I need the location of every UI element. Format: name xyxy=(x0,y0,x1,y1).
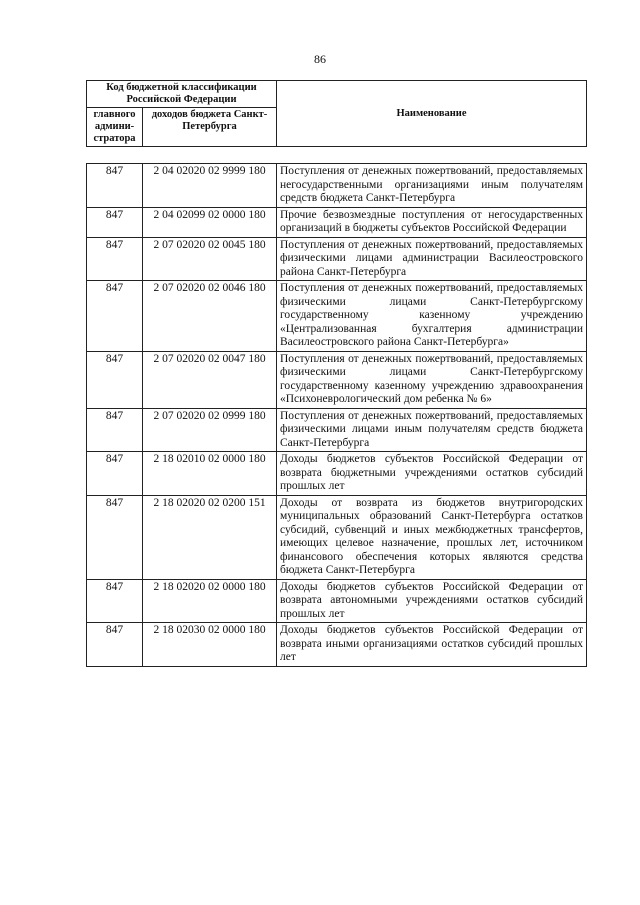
admin-column-header: главного админи-стратора xyxy=(87,108,143,147)
income-code-cell: 2 18 02010 02 0000 180 xyxy=(143,452,277,496)
income-code-cell: 2 04 02020 02 9999 180 xyxy=(143,164,277,208)
income-code-cell: 2 07 02020 02 0046 180 xyxy=(143,281,277,352)
income-code-cell: 2 18 02020 02 0000 180 xyxy=(143,579,277,623)
income-code-cell: 2 04 02099 02 0000 180 xyxy=(143,207,277,237)
name-cell: Поступления от денежных пожертвований, предоставляемых негосударственными организациями иным получателям средств бюджета Санкт-Петербурга xyxy=(277,164,587,208)
table-row xyxy=(87,281,587,352)
budget-code-table xyxy=(86,163,587,667)
admin-code-cell: 847 xyxy=(87,579,143,623)
table-row xyxy=(87,452,587,496)
income-code-cell: 2 07 02020 02 0047 180 xyxy=(143,351,277,408)
name-cell: Доходы от возврата из бюджетов внутригородских муниципальных образований Санкт-Петербурга остатков субсидий, субвенций и иных межбюджетных трансфертов, имеющих целевое назначение, прошлых лет, источником финансового обеспечения которых являются средства бюджета Санкт-Петербурга xyxy=(277,495,587,579)
income-code-cell: 2 18 02030 02 0000 180 xyxy=(143,623,277,667)
name-cell: Поступления от денежных пожертвований, предоставляемых физическими лицами Санкт-Петербургскому государственному казенному учреждению «Централизованная бухгалтерия администрации Василеостровского района Санкт-Петербурга» xyxy=(277,281,587,352)
admin-code-cell: 847 xyxy=(87,452,143,496)
table-row xyxy=(87,579,587,623)
admin-code-cell: 847 xyxy=(87,281,143,352)
income-code-cell: 2 18 02020 02 0200 151 xyxy=(143,495,277,579)
admin-code-cell: 847 xyxy=(87,623,143,667)
admin-code-cell: 847 xyxy=(87,408,143,452)
admin-code-cell: 847 xyxy=(87,237,143,281)
name-cell: Прочие безвозмездные поступления от негосударственных организаций в бюджеты субъектов Российской Федерации xyxy=(277,207,587,237)
name-cell: Поступления от денежных пожертвований, предоставляемых физическими лицами администрации Василеостровского района Санкт-Петербурга xyxy=(277,237,587,281)
table-row xyxy=(87,237,587,281)
name-cell: Поступления от денежных пожертвований, предоставляемых физическими лицами Санкт-Петербургскому государственному казенному учреждению здравоохранения «Психоневрологический дом ребенка № 6» xyxy=(277,351,587,408)
table-row xyxy=(87,623,587,667)
table-row xyxy=(87,207,587,237)
name-cell: Доходы бюджетов субъектов Российской Федерации от возврата автономными учреждениями остатков субсидий прошлых лет xyxy=(277,579,587,623)
name-cell: Доходы бюджетов субъектов Российской Федерации от возврата иными организациями остатков субсидий прошлых лет xyxy=(277,623,587,667)
page-number: 86 xyxy=(314,52,326,66)
table-row xyxy=(87,164,587,208)
income-code-cell: 2 07 02020 02 0999 180 xyxy=(143,408,277,452)
name-cell: Доходы бюджетов субъектов Российской Федерации от возврата бюджетными учреждениями остатков субсидий прошлых лет xyxy=(277,452,587,496)
name-column-header: Наименование xyxy=(277,81,587,147)
admin-code-cell: 847 xyxy=(87,351,143,408)
income-code-cell: 2 07 02020 02 0045 180 xyxy=(143,237,277,281)
table-header xyxy=(86,80,587,147)
table-row xyxy=(87,351,587,408)
admin-code-cell: 847 xyxy=(87,495,143,579)
table-row xyxy=(87,408,587,452)
admin-code-cell: 847 xyxy=(87,164,143,208)
admin-code-cell: 847 xyxy=(87,207,143,237)
code-group-header: Код бюджетной классификации Российской Федерации xyxy=(87,81,277,108)
income-column-header: доходов бюджета Санкт-Петербурга xyxy=(143,108,277,147)
name-cell: Поступления от денежных пожертвований, предоставляемых физическими лицами иным получателям средств бюджета Санкт-Петербурга xyxy=(277,408,587,452)
table-row xyxy=(87,495,587,579)
